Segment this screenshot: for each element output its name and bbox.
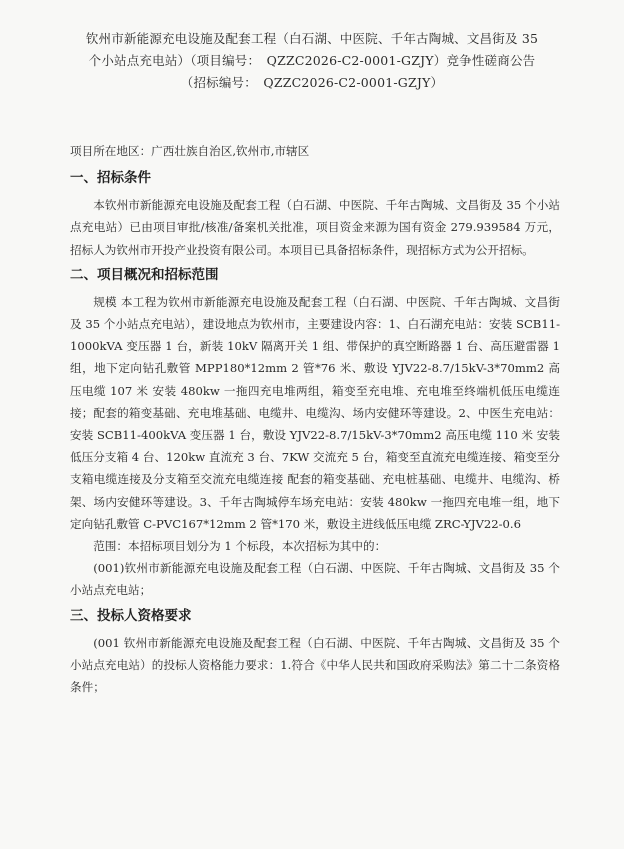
section-2-scale-paragraph: 规模 本工程为钦州市新能源充电设施及配套工程（白石湖、中医院、千年古陶城、文昌街及 35 个小站点充电站），建设地点为钦州市，主要建设内容：1、白石湖充电站：安装 SCB11-1000kVA 变压器 1 台，新装 10kV 隔离开关 1 组、带保护的真空断路器 1 台、高压避雷器 1 组，地下定向钻孔敷管 MPP180*12mm 2 管*76 米、敷设 YJV22-8.7/15kV-3*70mm2 高压电缆 107 米 安装 480kw 一拖四充电堆两组，箱变至充电堆、充电堆至终端机低压电缆连接；配套的箱变基础、充电堆基础、电缆井、电缆沟、场内安健环等建设。2、中医生充电站：安装 SCB11-400kVA 变压器 1 台，敷设 YJV22-8.7/15kV-3*70mm2 高压电缆 110 米 安装低压分支箱 4 台、120kw 直流充 3 台、7KW 交流充 5 台，箱变至直流充电缆连接、箱变至分支箱电缆连接及分支箱至交流充电缆连接 配套的箱变基础、充电桩基础、电缆井、电缆沟、桥架、场内安健环等建设。3、千年古陶城停车场充电站：安装 480kw 一拖四充电堆一组，地下定向钻孔敷管 C-PVC167*12mm 2 管*170 米，敷设主进线低压电缆 ZRC-YJV22-0.6	[70, 294, 561, 531]
section-heading-2: 二、项目概况和招标范围	[70, 266, 219, 283]
project-location: 项目所在地区：广西壮族自治区,钦州市,市辖区	[70, 144, 310, 158]
title-line-2: 个小站点充电站）（项目编号： QZZC2026-C2-0001-GZJY）竞争性磋商公告	[88, 53, 536, 68]
section-1-paragraph: 本钦州市新能源充电设施及配套工程（白石湖、中医院、千年古陶城、文昌街及 35 个小站点充电站）已由项目审批/核准/备案机关批准，项目资金来源为国有资金 279.939584 万元，招标人为钦州市开投产业投资有限公司。本项目已具备招标条件，现招标方式为公开招标。	[70, 198, 560, 257]
title-line-3: （招标编号： QZZC2026-C2-0001-GZJY）	[180, 75, 444, 90]
title-line-1: 钦州市新能源充电设施及配套工程（白石湖、中医院、千年古陶城、文昌街及 35	[85, 31, 539, 46]
document-body	[70, 140, 560, 698]
section-2-lot-paragraph: (001)钦州市新能源充电设施及配套工程（白石湖、中医院、千年古陶城、文昌街及 35 个小站点充电站；	[70, 561, 560, 598]
section-2-scope-paragraph: 范围：本招标项目划分为 1 个标段，本次招标为其中的：	[93, 539, 387, 554]
section-3-paragraph: (001 钦州市新能源充电设施及配套工程（白石湖、中医院、千年古陶城、文昌街及 35 个小站点充电站）的投标人资格能力要求：1.符合《中华人民共和国政府采购法》第二十二条资格条件；	[70, 635, 560, 695]
document-title	[40, 28, 584, 94]
section-heading-3: 三、投标人资格要求	[70, 607, 192, 624]
section-heading-1: 一、招标条件	[70, 170, 151, 187]
